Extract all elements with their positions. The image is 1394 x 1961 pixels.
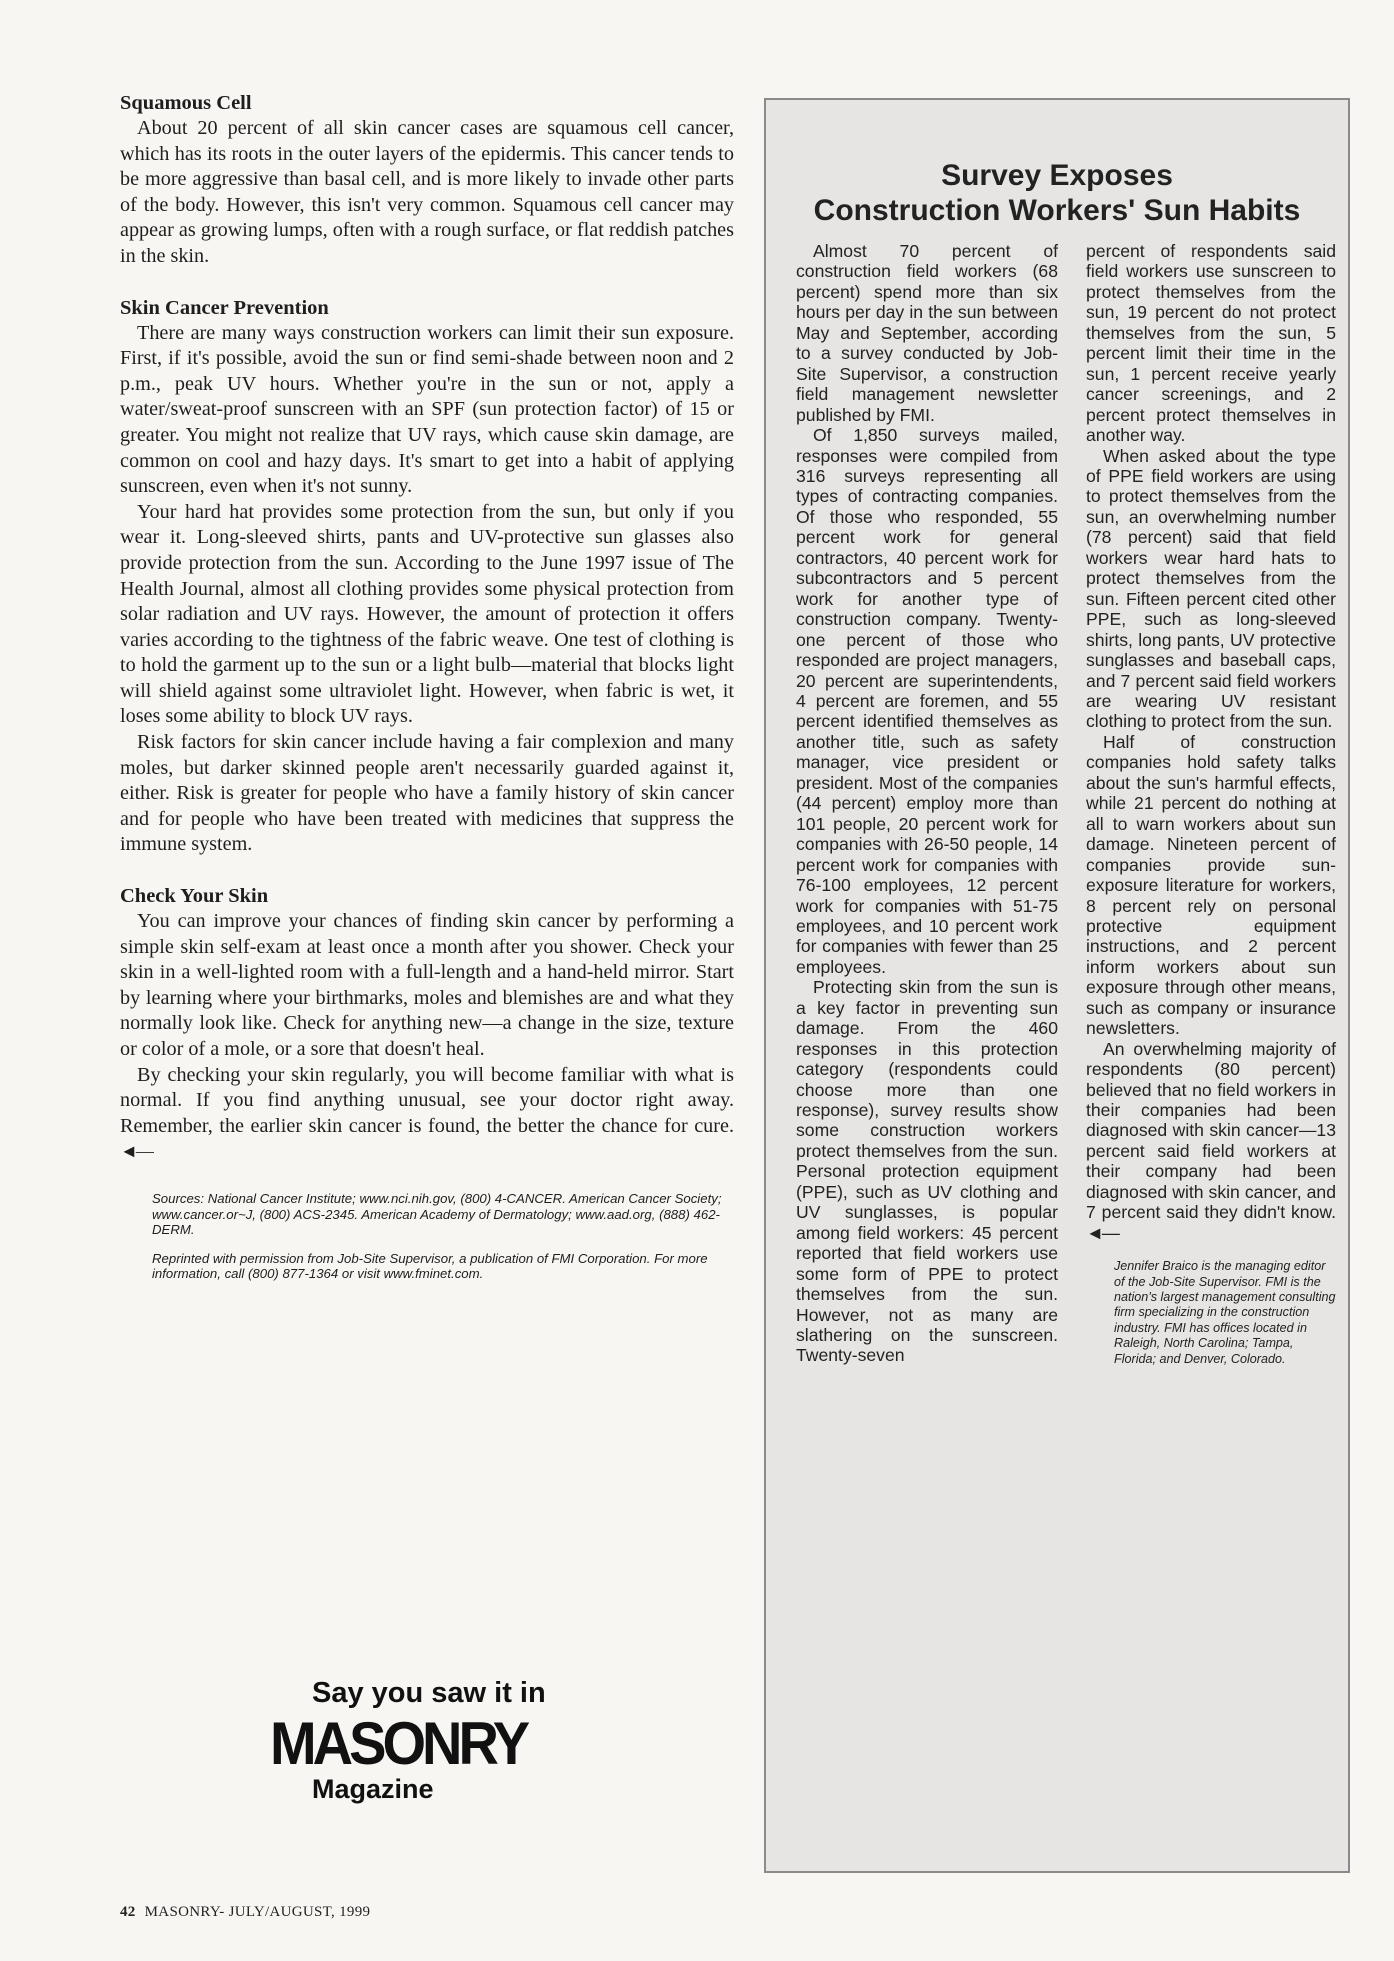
end-mark-icon: ◄— <box>120 1141 152 1162</box>
paragraph: You can improve your chances of finding skin cancer by performing a simple skin self-exam at least once a month after you shower. Check your skin in a well-lighted room with a full-length and a hand-held mirror. Start by learning where your birthmarks, moles and blemishes are and what they normally look like. Check for anything new—a change in the size, texture or color of a mole, or a sore that doesn't heal. <box>120 910 734 1060</box>
sidebar-paragraph: Half of construction companies hold safety talks about the sun's harmful effects, while 21 percent do nothing at all to warn workers about sun damage. Nineteen percent of companies provide sun-exposure literature for workers, 8 percent rely on personal protective equipment instructions, and 2 percent inform workers about sun exposure through other means, such as company or insurance newsletters. <box>1086 731 1336 1039</box>
page-footer <box>120 1904 370 1921</box>
page-number: 42 <box>120 1904 136 1920</box>
sidebar-paragraph: Of 1,850 surveys mailed, responses were compiled from 316 surveys representing all types of contracting companies. Of those who responded, 55 percent work for general contractors, 40 percent work for subcontractors and 5 percent work for another type of construction company. Twenty-one percent of those who responded are project managers, 20 percent are superintendents, 4 percent are foremen, and 55 percent identified themselves as another title, such as safety manager, vice president or president. Most of the companies (44 percent) employ more than 101 people, 20 percent work for companies with 26-50 people, 14 percent work for companies with 76-100 employees, 12 percent work for companies with 51-75 employees, and 10 percent work for companies with fewer than 25 employees. <box>796 425 1058 977</box>
reprint-note: Reprinted with permission from Job-Site Supervisor, a publication of FMI Corporation. For more information, call (800) 877-1364 or visit www.fminet.com. <box>152 1250 708 1282</box>
author-note <box>1086 1259 1336 1367</box>
paragraph: Risk factors for skin cancer include having a fair complexion and many moles, but darker skinned people aren't necessarily guarded against it, either. Risk is greater for people who have a family history of skin cancer and for people who have been treated with medicines that suppress the immune system. <box>120 731 734 856</box>
publication-line: MASONRY- JULY/AUGUST, 1999 <box>144 1904 371 1920</box>
promo-tagline: Say you saw it in <box>312 1677 546 1709</box>
section-squamous-cell <box>120 90 734 270</box>
section-heading: Squamous Cell <box>120 92 252 114</box>
survey-sidebar <box>764 98 1350 1873</box>
paragraph: About 20 percent of all skin cancer cases are squamous cell cancer, which has its roots in the outer layers of the epidermis. This cancer tends to be more aggressive than basal cell, and is more likely to invade other parts of the body. However, this isn't very common. Squamous cell cancer may appear as growing lumps, often with a rough surface, or flat reddish patches in the skin. <box>120 117 734 267</box>
sidebar-paragraph-text: An overwhelming majority of respondents (80 percent) believed that no field workers in their companies had been diagnosed with skin cancer—13 percent said field workers at their company had been diagnosed with skin cancer, and 7 percent said they didn't know. <box>1086 1038 1336 1223</box>
article-body <box>120 90 734 1295</box>
sidebar-title <box>766 158 1348 228</box>
sidebar-paragraph: Protecting skin from the sun is a key factor in preventing sun damage. From the 460 responses in this protection category (respondents could choose more than one response), survey results show some construction workers protect themselves from the sun. Personal protection equipment (PPE), such as UV clothing and UV sunglasses, is popular among field workers: 45 percent reported that field workers use some form of PPE to protect themselves from the sun. However, not as many are slathering on the sunscreen. Twenty-seven <box>796 977 1058 1366</box>
section-skin-cancer-prevention <box>120 295 734 858</box>
sidebar-paragraph-continued: percent of respondents said field workers use sunscreen to protect themselves from the sun, 19 percent do not protect themselves from the sun, 5 percent limit their time in the sun, 1 percent receive yearly cancer screenings, and 2 percent protect themselves in another way. <box>1086 241 1336 446</box>
section-check-your-skin <box>120 883 734 1165</box>
sidebar-paragraph-last <box>1086 1039 1336 1244</box>
sidebar-title-line-1: Survey Exposes <box>941 159 1173 192</box>
sidebar-paragraph: Almost 70 percent of construction field workers (68 percent) spend more than six hours per day in the sun between May and September, according to a survey conducted by Job-Site Supervisor, a construction field management newsletter published by FMI. <box>796 241 1058 425</box>
masonry-logo: MASONRY <box>270 1708 527 1777</box>
author-bio: Jennifer Braico is the managing editor of the Job-Site Supervisor. FMI is the nation's largest management consulting firm specializing in the construction industry. FMI has offices located in Raleigh, North Carolina; Tampa, Florida; and Denver, Colorado. <box>1114 1259 1336 1366</box>
promo-subtitle: Magazine <box>312 1774 434 1804</box>
sidebar-column-2 <box>1086 241 1336 1367</box>
masonry-promo <box>270 1676 600 1805</box>
paragraph-last <box>120 1063 734 1165</box>
section-heading: Check Your Skin <box>120 885 269 908</box>
credits <box>120 1191 732 1282</box>
paragraph-text: By checking your skin regularly, you will become familiar with what is normal. If you find anything unusual, see your doctor right away. Remember, the earlier skin cancer is found, the better the chance for cure. <box>120 1063 734 1137</box>
sidebar-paragraph: When asked about the type of PPE field workers are using to protect themselves from the sun, an overwhelming number (78 percent) said that field workers wear hard hats to protect themselves from the sun. Fifteen percent cited other PPE, such as long-sleeved shirts, long pants, UV protective sunglasses and baseball caps, and 7 percent said field workers are wearing UV resistant clothing to protect from the sun. <box>1086 445 1336 732</box>
sources-note: Sources: National Cancer Institute; www.nci.nih.gov, (800) 4-CANCER. American Cancer Society; www.cancer.or~J, (800) ACS-2345. American Academy of Dermatology; www.aad.org, (888) 462-DERM. <box>152 1190 722 1238</box>
end-mark-icon: ◄— <box>1086 1222 1118 1243</box>
sidebar-title-line-2: Construction Workers' Sun Habits <box>813 194 1301 227</box>
paragraph: Your hard hat provides some protection from the sun, but only if you wear it. Long-sleeved shirts, pants and UV-protective sun glasses also provide protection from the sun. According to the June 1997 issue of The Health Journal, almost all clothing provides some physical protection from solar radiation and UV rays. However, the amount of protection it offers varies according to the tightness of the fabric weave. One test of clothing is to hold the garment up to the sun or a light bulb—material that blocks light will shield against some ultraviolet light. However, when fabric is wet, it loses some ability to block UV rays. <box>120 500 734 728</box>
paragraph: There are many ways construction workers can limit their sun exposure. First, if it's possible, avoid the sun or find semi-shade between noon and 2 p.m., peak UV hours. Whether you're in the sun or not, apply a water/sweat-proof sunscreen with an SPF (sun protection factor) of 15 or greater. You might not realize that UV rays, which cause skin damage, are common on cool and hazy days. It's smart to get into a habit of applying sunscreen, even when it's not sunny. <box>120 321 734 498</box>
sidebar-column-1 <box>796 241 1058 1366</box>
section-heading: Skin Cancer Prevention <box>120 296 329 319</box>
